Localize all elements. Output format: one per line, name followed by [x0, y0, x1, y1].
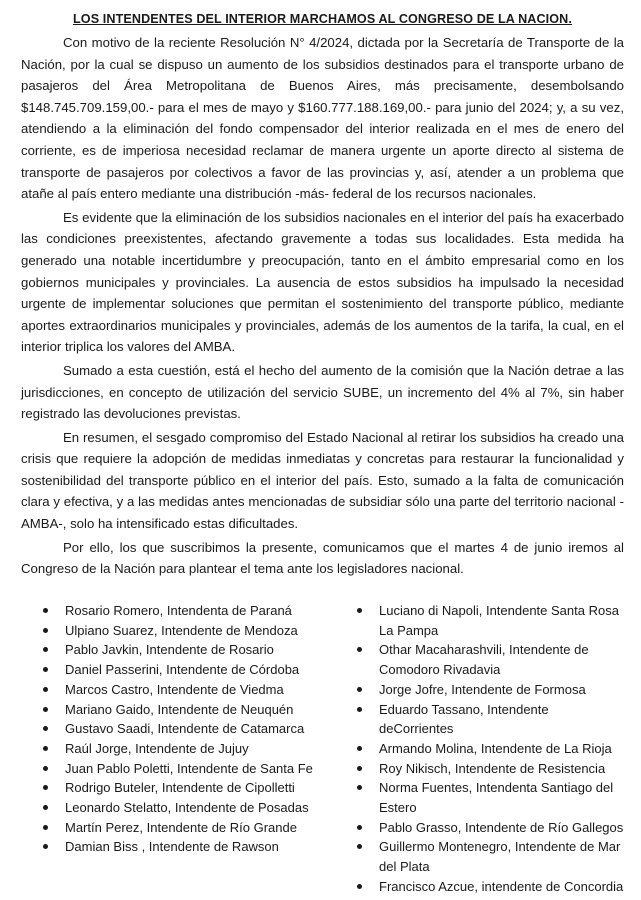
signatory-item	[21, 640, 336, 660]
paragraph-1: Con motivo de la reciente Resolución N° 4/2024, dictada por la Secretaría de Transporte de la Nación, por la cual se dispuso un aumento de los subsidios destinados para el transporte urbano de pasajeros del Área Metropolitana de Buenos Aires, más precisamente, desembolsando $148.745.709.159,00.- para el mes de mayo y $160.777.188.169,00.- para junio del 2024; y, a su vez, atendiendo a la eliminación del fondo compensador del interior realizada en el mes de enero del corriente, es de imperiosa necesidad reclamar de manera urgente un aporte directo al sistema de transporte de pasajeros por colectivos a favor de las provincias y, así, atender a un problema que atañe al país entero mediante una distribución -más- federal de los recursos nacionales.	[21, 35, 624, 202]
signatory-name: Roy Nikisch, Intendente de Resistencia	[379, 760, 606, 776]
bullet-icon	[357, 844, 362, 849]
paragraph-4: En resumen, el sesgado compromiso del Estado Nacional al retirar los subsidios ha creado una crisis que requiere la adopción de medidas inmediatas y concretas para restaurar la funcionalidad y sostenibilidad del transporte público en el interior del país. Esto, sumado a la falta de comunicación clara y efectiva, y a las medidas antes mencionadas de subsidiar sólo una parte del territorio nacional -AMBA-, solo ha intensificado estas dificultades.	[21, 429, 624, 532]
bullet-icon	[43, 825, 48, 830]
signatory-name: Rodrigo Buteler, Intendente de Cipolletti	[65, 780, 295, 796]
bullet-icon	[357, 766, 362, 771]
bullet-icon	[43, 844, 48, 849]
bullet-icon	[43, 608, 48, 613]
signatory-name: Daniel Passerini, Intendente de Córdoba	[65, 662, 300, 678]
bullet-icon	[43, 785, 48, 790]
signatory-item	[21, 837, 336, 857]
signatory-name: Juan Pablo Poletti, Intendente de Santa Fe	[65, 760, 313, 776]
signatory-name: Raúl Jorge, Intendente de Jujuy	[65, 740, 249, 756]
signatory-name: Leonardo Stelatto, Intendente de Posadas	[65, 800, 309, 816]
signatory-name: Martín Perez, Intendente de Río Grande	[65, 819, 297, 835]
bullet-icon	[357, 746, 362, 751]
signatory-item	[336, 739, 624, 759]
paragraph-3: Sumado a esta cuestión, está el hecho del aumento de la comisión que la Nación detrae a las jurisdicciones, en concepto de utilización del servicio SUBE, un incremento del 4% al 7%, sin haber registrado las devoluciones previstas.	[21, 362, 624, 422]
paragraph-2: Es evidente que la eliminación de los subsidios nacionales en el interior del país ha exacerbado las condiciones preexistentes, afectando gravemente a todas sus localidades. Esta medida ha generado una notable incertidumbre y preocupación, tanto en el ámbito empresarial como en los gobiernos municipales y provinciales. La ausencia de estos subsidios ha impulsado la necesidad urgente de implementar soluciones que permitan el sostenimiento del transporte público, mediante aportes extraordinarios municipales y provinciales, además de los aumentos de la tarifa, la cual, en el interior triplica los valores del AMBA.	[21, 209, 624, 355]
signatories-left-list	[21, 601, 336, 897]
document-title: LOS INTENDENTES DEL INTERIOR MARCHAMOS AL CONGRESO DE LA NACION.	[73, 12, 572, 26]
signatory-item	[21, 700, 336, 720]
signatory-item	[21, 621, 336, 641]
bullet-icon	[43, 647, 48, 652]
signatory-item	[21, 601, 336, 621]
paragraph-5: Por ello, los que suscribimos la presente, comunicamos que el martes 4 de junio iremos al Congreso de la Nación para plantear el tema ante los legisladores nacional.	[21, 539, 624, 577]
signatory-item	[336, 837, 624, 876]
signatory-name: Othar Macaharashvili, Intendente de Comodoro Rivadavia	[379, 642, 589, 678]
signatory-name: Eduardo Tassano, Intendente deCorrientes	[379, 701, 549, 737]
signatory-item	[21, 739, 336, 759]
signatory-item	[21, 798, 336, 818]
bullet-icon	[43, 766, 48, 771]
bullet-icon	[357, 608, 362, 613]
signatory-name: Pablo Grasso, Intendente de Río Gallegos	[379, 819, 624, 835]
signatory-item	[336, 680, 624, 700]
signatories-right-list	[336, 601, 624, 897]
signatory-item	[336, 818, 624, 838]
signatory-item	[336, 640, 624, 679]
signatory-name: Damian Biss , Intendente de Rawson	[65, 839, 279, 855]
signatory-item	[21, 660, 336, 680]
bullet-icon	[43, 628, 48, 633]
bullet-icon	[357, 687, 362, 692]
signatory-name: Rosario Romero, Intendenta de Paraná	[65, 603, 292, 618]
signatory-name: Marcos Castro, Intendente de Viedma	[65, 681, 284, 697]
signatory-name: Pablo Javkin, Intendente de Rosario	[65, 642, 274, 658]
bullet-icon	[43, 707, 48, 712]
signatory-name: Jorge Jofre, Intendente de Formosa	[379, 681, 586, 697]
bullet-icon	[43, 726, 48, 731]
signatory-name: Ulpiano Suarez, Intendente de Mendoza	[65, 622, 298, 638]
signatory-name: Guillermo Montenegro, Intendente de Mar del Plata	[379, 839, 621, 875]
signatory-name: Armando Molina, Intendente de La Rioja	[379, 740, 612, 756]
signatory-item	[21, 680, 336, 700]
bullet-icon	[357, 647, 362, 652]
bullet-icon	[357, 785, 362, 790]
signatories	[21, 601, 624, 897]
signatory-name: Francisco Azcue, intendente de Concordia	[379, 878, 624, 894]
signatory-item	[21, 719, 336, 739]
bullet-icon	[43, 746, 48, 751]
signatory-name: Luciano di Napoli, Intendente Santa Rosa La Pampa	[379, 603, 619, 638]
signatory-name: Gustavo Saadi, Intendente de Catamarca	[65, 721, 305, 737]
signatory-item	[21, 818, 336, 838]
signatory-item	[336, 778, 624, 817]
bullet-icon	[357, 884, 362, 889]
signatory-item	[336, 700, 624, 739]
bullet-icon	[43, 687, 48, 692]
bullet-icon	[43, 667, 48, 672]
bullet-icon	[357, 707, 362, 712]
signatory-item	[21, 778, 336, 798]
signatory-item	[21, 759, 336, 779]
signatory-item	[336, 601, 624, 640]
signatory-name: Mariano Gaido, Intendente de Neuquén	[65, 701, 294, 717]
signatory-item	[336, 877, 624, 897]
bullet-icon	[357, 825, 362, 830]
signatory-item	[336, 759, 624, 779]
signatory-name: Norma Fuentes, Intendenta Santiago del Estero	[379, 780, 614, 816]
bullet-icon	[43, 805, 48, 810]
